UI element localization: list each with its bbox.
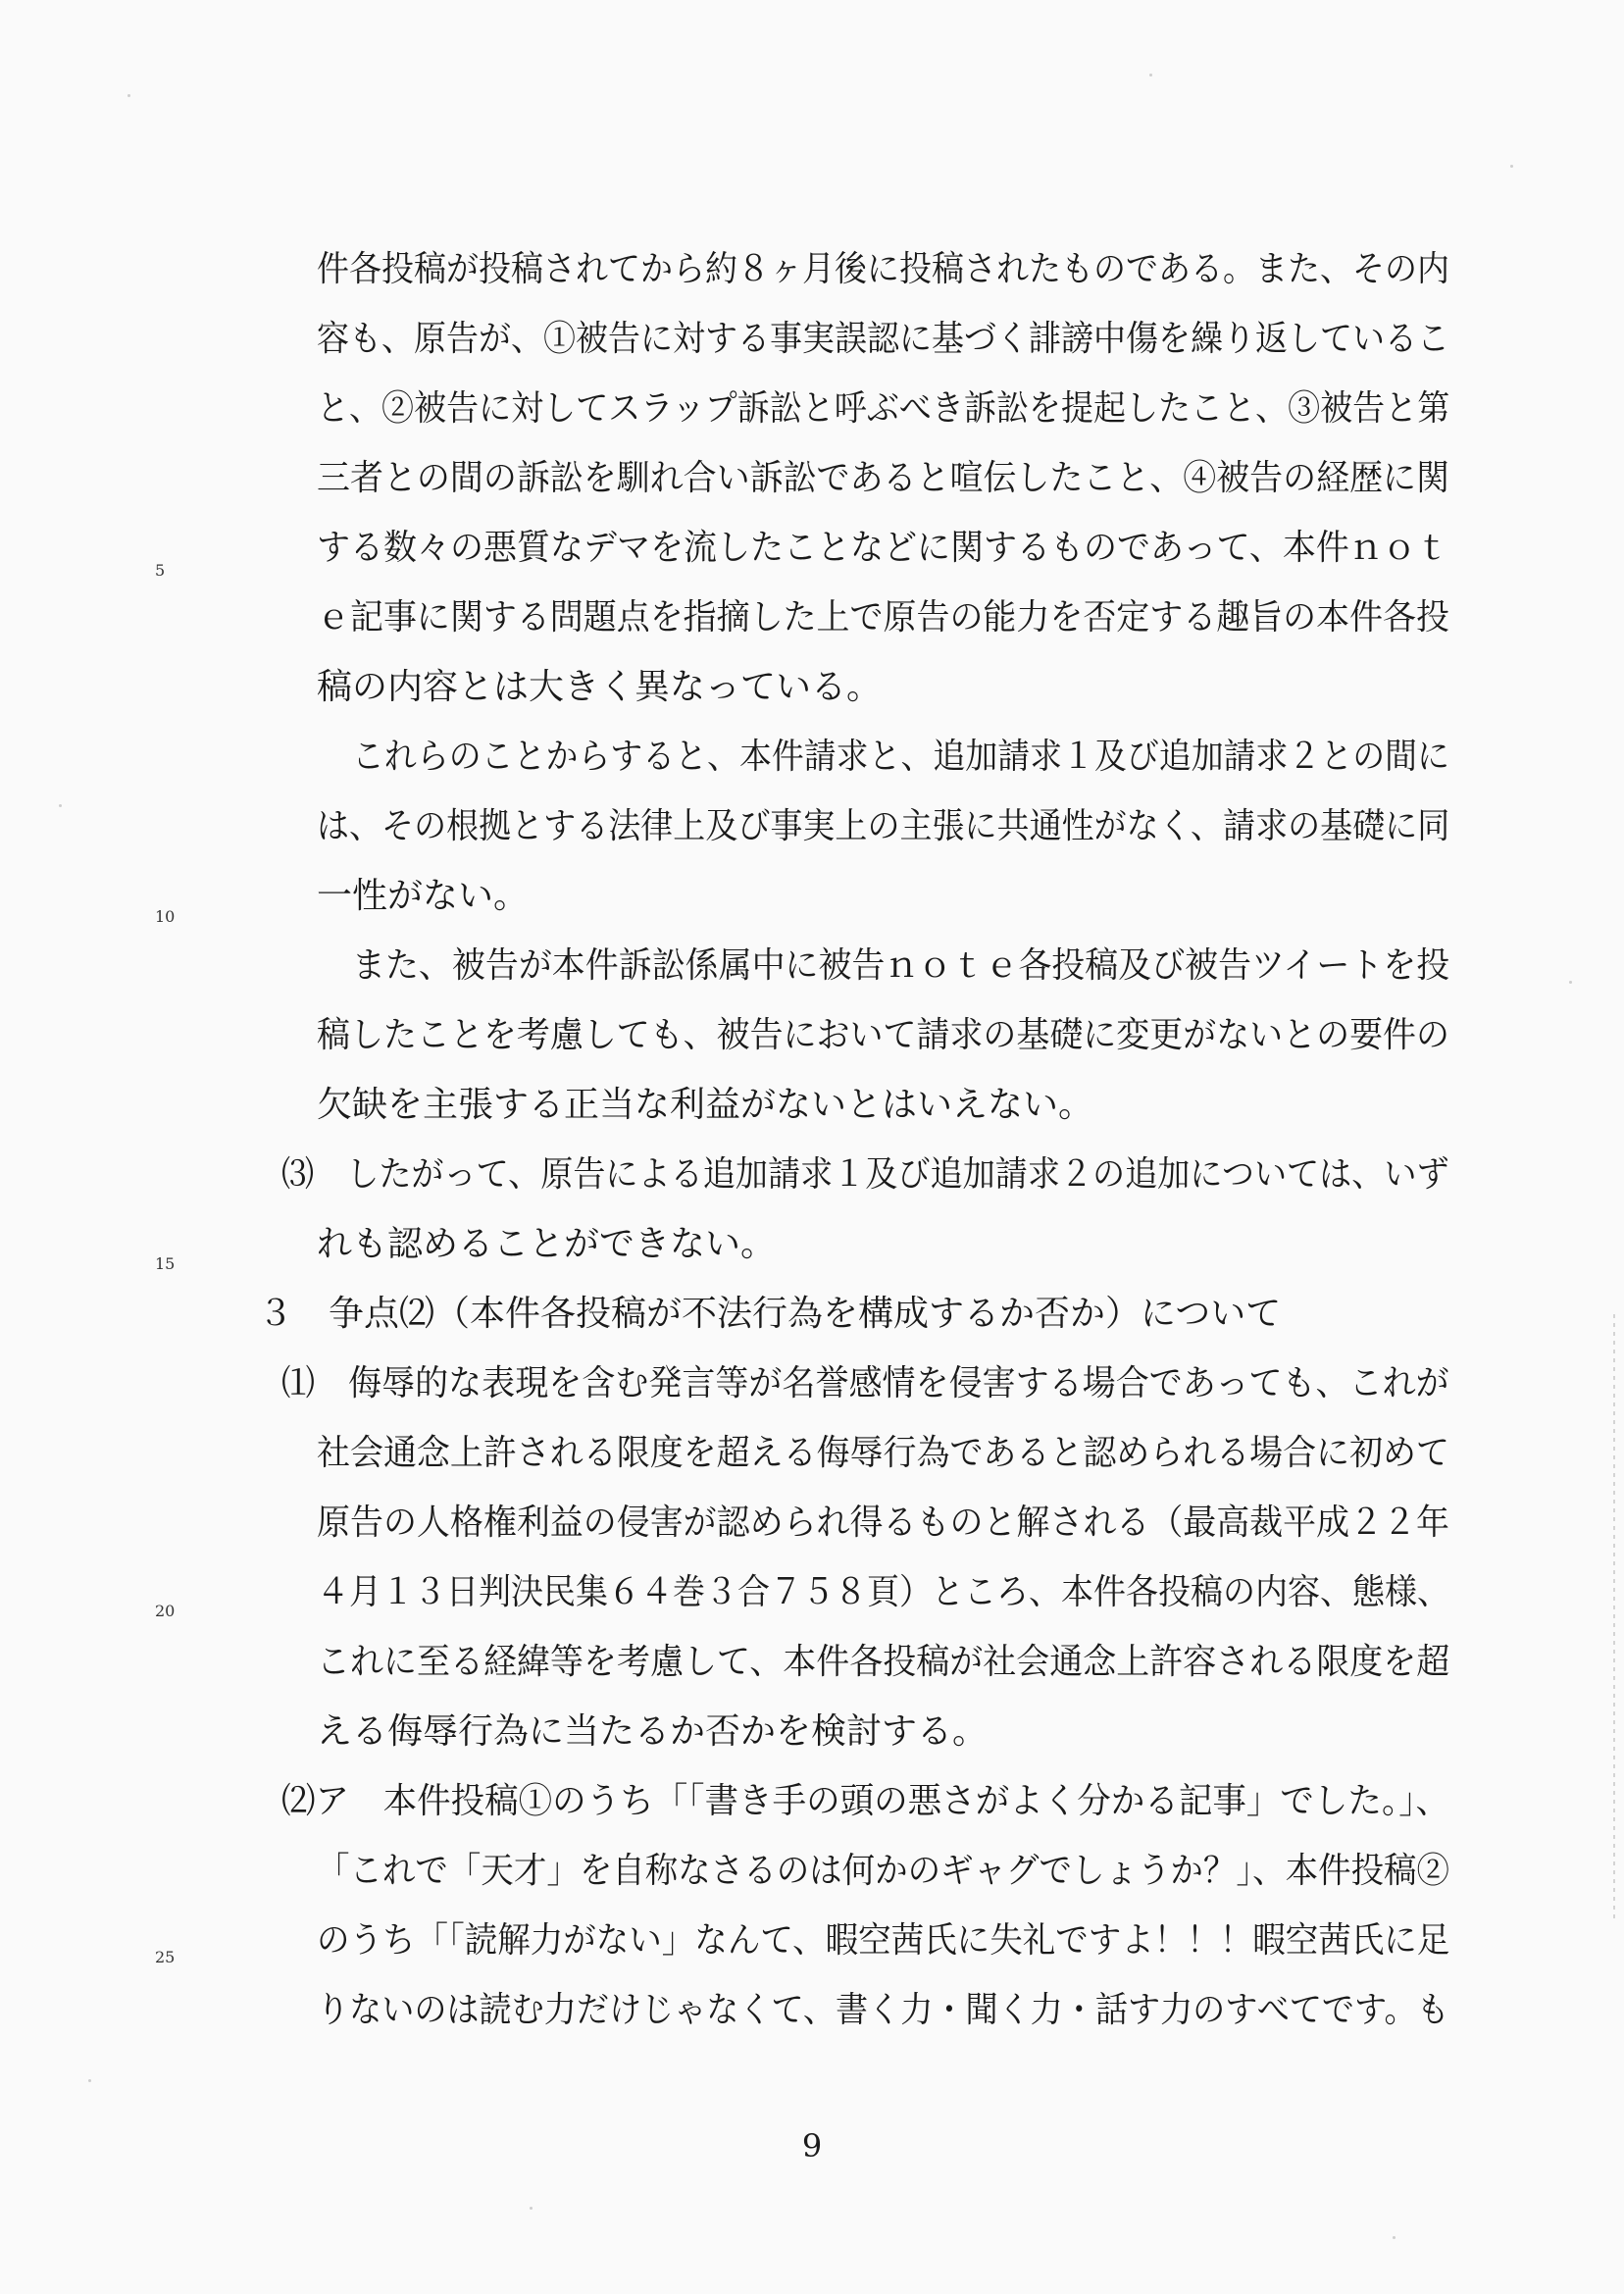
scan-edge-marks	[1613, 1314, 1615, 1922]
text-line: 原告の人格権利益の侵害が認められ得るものと解される（最高裁平成２２年	[317, 1503, 1450, 1543]
scan-speck	[1149, 74, 1152, 76]
text-line: れも認めることができない。	[317, 1224, 777, 1264]
scan-speck	[59, 804, 62, 807]
text-line: ⑵ア 本件投稿①のうち「「書き手の頭の悪さがよく分かる記事」でした。」、	[281, 1781, 1450, 1821]
text-line: ４月１３日判決民集６４巻３合７５８頁）ところ、本件各投稿の内容、態様、	[317, 1572, 1450, 1612]
text-line: 三者との間の訴訟を馴れ合い訴訟であると喧伝したこと、④被告の経歴に関	[317, 458, 1450, 498]
line-number-25: 25	[155, 1948, 176, 1966]
text-line: ⑴ 侮辱的な表現を含む発言等が名誉感情を侵害する場合であっても、これが	[281, 1363, 1449, 1403]
text-line: と、②被告に対してスラップ訴訟と呼ぶべき訴訟を提起したこと、③被告と第	[317, 388, 1450, 429]
scan-speck	[1510, 165, 1513, 168]
line-number-15: 15	[155, 1254, 176, 1273]
text-line: また、被告が本件訴訟係属中に被告ｎｏｔｅ各投稿及び被告ツイートを投	[352, 945, 1450, 986]
scan-speck	[1393, 2236, 1396, 2239]
text-line: のうち「「読解力がない」なんて、暇空茜氏に失礼ですよ！！！暇空茜氏に足	[317, 1920, 1450, 1961]
scan-speck	[127, 94, 130, 97]
section-heading: ３ 争点⑵（本件各投稿が不法行為を構成するか否か）について	[258, 1294, 1282, 1334]
text-line: 社会通念上許される限度を超える侮辱行為であると認められる場合に初めて	[317, 1433, 1450, 1473]
text-line: 件各投稿が投稿されてから約８ヶ月後に投稿されたものである。また、その内	[317, 249, 1450, 289]
text-line: ｅ記事に関する問題点を指摘した上で原告の能力を否定する趣旨の本件各投	[317, 597, 1450, 637]
scan-speck	[88, 2079, 91, 2082]
text-line: える侮辱行為に当たるか否かを検討する。	[317, 1711, 989, 1752]
text-line: 稿の内容とは大きく異なっている。	[317, 667, 883, 707]
text-line: りないのは読む力だけじゃなくて、書く力・聞く力・話す力のすべてです。も	[317, 1990, 1449, 2030]
text-line: は、その根拠とする法律上及び事実上の主張に共通性がなく、請求の基礎に同	[317, 806, 1450, 846]
text-line: 一性がない。	[317, 876, 530, 916]
page-number: 9	[801, 2127, 823, 2165]
text-line: ⑶ したがって、原告による追加請求１及び追加請求２の追加については、いず	[281, 1154, 1449, 1195]
text-line: これらのことからすると、本件請求と、追加請求１及び追加請求２との間に	[352, 737, 1450, 777]
line-number-10: 10	[155, 907, 176, 926]
text-line: これに至る経緯等を考慮して、本件各投稿が社会通念上許容される限度を超	[317, 1642, 1450, 1682]
text-line: する数々の悪質なデマを流したことなどに関するものであって、本件ｎｏｔ	[317, 528, 1449, 568]
scan-speck	[530, 2207, 533, 2210]
text-line: 欠缺を主張する正当な利益がないとはいえない。	[317, 1085, 1094, 1125]
line-number-20: 20	[155, 1602, 176, 1620]
text-line: 「これで「天才」を自称なさるのは何かのギャグでしょうか？」、本件投稿②	[317, 1851, 1450, 1891]
scan-speck	[1569, 981, 1572, 984]
line-number-5: 5	[155, 561, 166, 580]
text-line: 容も、原告が、①被告に対する事実誤認に基づく誹謗中傷を繰り返しているこ	[317, 319, 1450, 359]
text-line: 稿したことを考慮しても、被告において請求の基礎に変更がないとの要件の	[317, 1015, 1450, 1055]
